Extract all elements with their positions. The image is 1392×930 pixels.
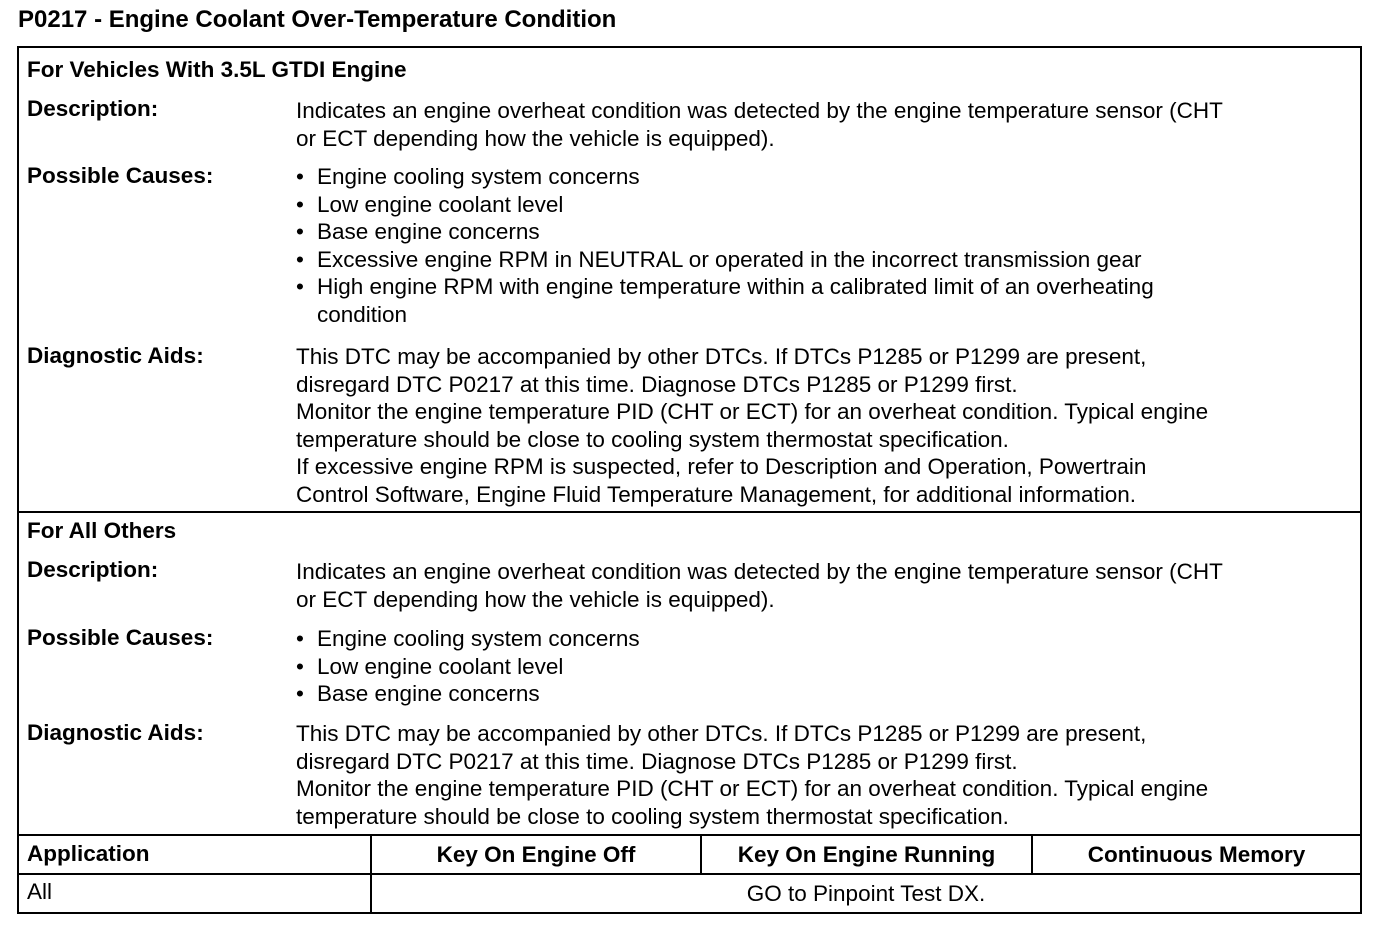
text-line: If excessive engine RPM is suspected, refer to Description and Operation, Powertrain [296,454,1147,480]
text-line: temperature should be close to cooling system thermostat specification. [296,803,1009,829]
bullet-icon: • [296,191,304,217]
column-header-continuous-memory: Continuous Memory [1087,842,1306,867]
table-top-border [19,834,1360,836]
table-row-border [19,873,1360,875]
bullet-icon: • [296,681,304,707]
description-label: Description: [27,557,159,582]
list-item [296,273,1352,328]
list-item-text: High engine RPM with engine temperature within a calibrated limit of an overheating [317,274,1154,300]
page-title: P0217 - Engine Coolant Over-Temperature Condition [18,6,617,33]
list-item [296,191,1352,219]
text-line: Control Software, Engine Fluid Temperature Management, for additional information. [296,481,1137,507]
list-item-text: Low engine coolant level [317,191,564,217]
list-item-text: Base engine concerns [317,219,540,245]
text-line: This DTC may be accompanied by other DTCs. If DTCs P1285 or P1299 are present, [296,344,1147,369]
list-item-text: Excessive engine RPM in NEUTRAL or operated in the incorrect transmission gear [317,246,1142,272]
list-item [296,163,1352,191]
diagnostic-aids-label: Diagnostic Aids: [27,343,204,368]
possible-causes-list [296,625,1352,708]
text-line: Indicates an engine overheat condition was detected by the engine temperature sensor (CHT [296,98,1223,123]
section-heading-gtdi: For Vehicles With 3.5L GTDI Engine [27,57,407,82]
list-item [296,653,1352,681]
possible-causes-list-wrap [296,163,1352,329]
bullet-icon: • [296,219,304,245]
section-heading-all-others: For All Others [27,518,177,543]
table-cell-application: All [27,879,53,904]
list-item-text: condition [317,301,408,327]
text-line: Monitor the engine temperature PID (CHT or ECT) for an overheat condition. Typical engine [296,399,1209,425]
column-header-koeo: Key On Engine Off [436,842,636,867]
bullet-icon: • [296,626,304,651]
bullet-icon: • [296,246,304,272]
text-line: disregard DTC P0217 at this time. Diagnose DTCs P1285 or P1299 first. [296,748,1018,774]
possible-causes-list-wrap [296,625,1352,708]
table-cell-action: GO to Pinpoint Test DX. [746,881,986,906]
list-item-text: Engine cooling system concerns [317,626,640,651]
text-line: or ECT depending how the vehicle is equipped). [296,125,775,151]
bullet-icon: • [296,653,304,679]
list-item-text: Engine cooling system concerns [317,164,640,189]
possible-causes-list [296,163,1352,329]
column-header-application: Application [27,841,150,866]
list-item [296,218,1352,246]
diagnostic-aids-label: Diagnostic Aids: [27,720,204,745]
column-header-koer: Key On Engine Running [737,842,996,867]
text-line: This DTC may be accompanied by other DTCs. If DTCs P1285 or P1299 are present, [296,721,1147,746]
description-text [296,558,1352,613]
list-item [296,246,1352,274]
bullet-icon: • [296,164,304,189]
possible-causes-label: Possible Causes: [27,625,214,650]
diagnostic-aids-text [296,720,1352,830]
text-line: disregard DTC P0217 at this time. Diagnose DTCs P1285 or P1299 first. [296,371,1018,397]
list-item [296,680,1352,708]
list-item-text: Base engine concerns [317,681,540,707]
description-label: Description: [27,96,159,121]
diagnostic-aids-text [296,343,1352,509]
text-line: Indicates an engine overheat condition was detected by the engine temperature sensor (CHT [296,559,1223,584]
list-item-text: Low engine coolant level [317,653,564,679]
bullet-icon: • [296,274,304,300]
possible-causes-label: Possible Causes: [27,163,214,188]
text-line: temperature should be close to cooling system thermostat specification. [296,426,1009,452]
text-line: or ECT depending how the vehicle is equipped). [296,586,775,612]
description-text [296,97,1352,152]
section-divider [19,511,1360,513]
dtc-table [17,46,1362,914]
list-item [296,625,1352,653]
text-line: Monitor the engine temperature PID (CHT or ECT) for an overheat condition. Typical engine [296,776,1209,802]
